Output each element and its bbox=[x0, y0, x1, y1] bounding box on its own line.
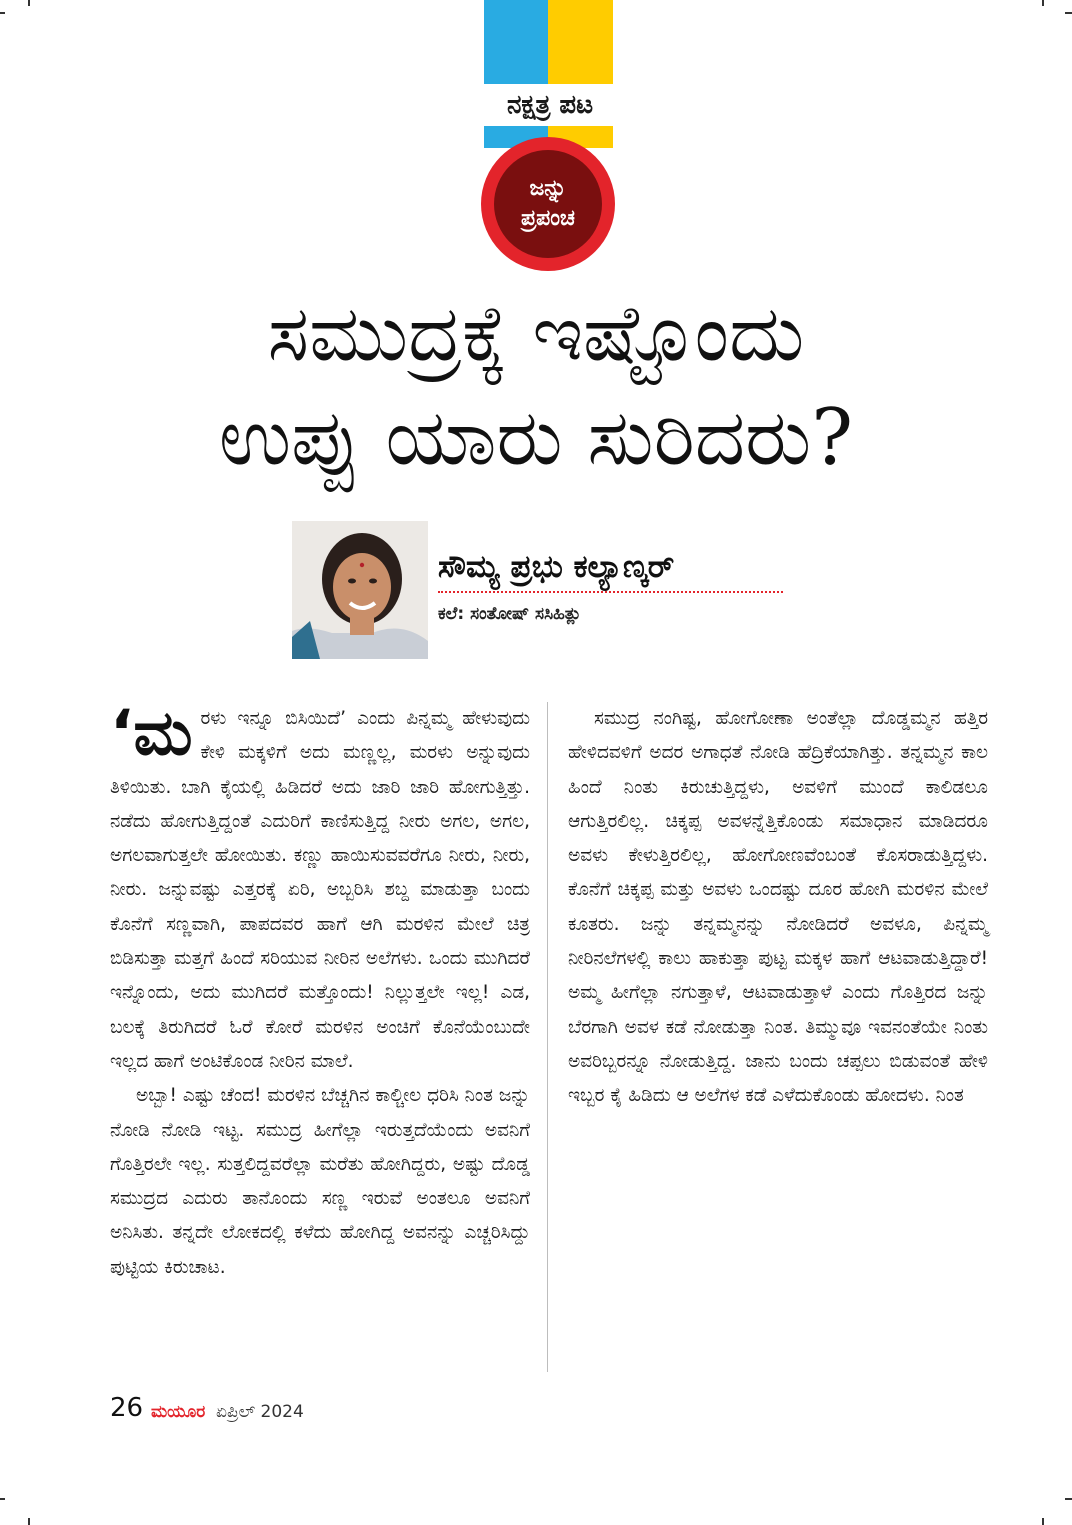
art-credit: ಕಲೆ: ಸಂತೋಷ್ ಸಸಿಹಿತ್ಲು bbox=[438, 604, 582, 624]
crop-mark bbox=[28, 0, 30, 6]
magazine-name: ಮಯೂರ bbox=[151, 1402, 206, 1422]
crop-mark bbox=[1042, 0, 1044, 6]
section-label: ನಕ್ಷತ್ರ ಪಟ bbox=[506, 90, 594, 120]
headline-line2: ಉಪ್ಪು ಯಾರು ಸುರಿದರು? bbox=[218, 393, 854, 483]
article-paragraph: ಸಮುದ್ರ ನಂಗಿಷ್ಟ, ಹೋಗೋಣಾ ಅಂತೆಲ್ಲಾ ದೊಡ್ಡಮ್ಮನ ಹತ್ತಿರ ಹೇಳಿದವಳಿಗೆ ಅದರ ಅಗಾಧತೆ ನೋಡಿ ಹೆದ್ರಿಕೆಯಾಗಿತ್ತು. ತನ್ನಮ್ಮನ ಕಾಲ ಹಿಂದೆ ನಿಂತು ಕಿರುಚುತ್ತಿದ್ದಳು, ಅವಳಿಗೆ ಮುಂದೆ ಕಾಲಿಡಲೂ ಆಗುತ್ತಿರಲಿಲ್ಲ. ಚಿಕ್ಕಪ್ಪ ಅವಳನ್ನೆತ್ತಿಕೊಂಡು ಸಮಾಧಾನ ಮಾಡಿದರೂ ಅವಳು ಕೇಳುತ್ತಿರಲಿಲ್ಲ, ಹೋಗೋಣವೆಂಬಂತೆ ಕೊಸರಾಡುತ್ತಿದ್ದಳು. ಕೊನೆಗೆ ಚಿಕ್ಕಪ್ಪ ಮತ್ತು ಅವಳು ಒಂದಷ್ಟು ದೂರ ಹೋಗಿ ಮರಳಿನ ಮೇಲೆ ಕೂತರು. ಜನ್ನು ತನ್ನಮ್ಮನನ್ನು ನೋಡಿದರೆ ಅವಳೂ, ಪಿನ್ನಮ್ಮ ನೀರಿನಲೆಗಳಲ್ಲಿ ಕಾಲು ಹಾಕುತ್ತಾ ಪುಟ್ಟ ಮಕ್ಕಳ ಹಾಗೆ ಆಟವಾಡುತ್ತಿದ್ದಾರೆ! ಅಮ್ಮ ಹೀಗೆಲ್ಲಾ ನಗುತ್ತಾಳೆ, ಆಟವಾಡುತ್ತಾಳೆ ಎಂದು ಗೊತ್ತಿರದ ಜನ್ನು ಬೆರಗಾಗಿ ಅವಳ ಕಡೆ ನೋಡುತ್ತಾ ನಿಂತ. ತಿಮ್ಮುವೂ ಇವನಂತೆಯೇ ನಿಂತು ಅವರಿಬ್ಬರನ್ನೂ ನೋಡುತ್ತಿದ್ದ. ಜಾನು ಬಂದು ಚಪ್ಪಲು ಬಿಡುವಂತೆ ಹೇಳಿ ಇಬ್ಬರ ಕೈ ಹಿಡಿದು ಆ ಅಲೆಗಳ ಕಡೆ ಎಳೆದುಕೊಂಡು ಹೋದಳು. ನಿಂತ bbox=[568, 708, 988, 1107]
column-divider bbox=[547, 702, 548, 1372]
paragraph-text: ರಳು ಇನ್ನೂ ಬಿಸಿಯಿದೆ’ ಎಂದು ಪಿನ್ನಮ್ಮ ಹೇಳುವುದು ಕೇಳಿ ಮಕ್ಕಳಿಗೆ ಅದು ಮಣ್ಣಲ್ಲ, ಮರಳು ಅನ್ನುವುದು ತಿಳಿಯಿತು. ಬಾಗಿ ಕೈಯಲ್ಲಿ ಹಿಡಿದರೆ ಅದು ಜಾರಿ ಜಾರಿ ಹೋಗುತ್ತಿತ್ತು. ನಡೆದು ಹೋಗುತ್ತಿದ್ದಂತೆ ಎದುರಿಗೆ ಕಾಣಿಸುತ್ತಿದ್ದ ನೀರು ಅಗಲ, ಅಗಲ, ಅಗಲವಾಗುತ್ತಲೇ ಹೋಯಿತು. ಕಣ್ಣು ಹಾಯಿಸುವವರೆಗೂ ನೀರು, ನೀರು, ನೀರು. ಜನ್ನುವಷ್ಟು ಎತ್ತರಕ್ಕೆ ಏರಿ, ಅಬ್ಬರಿಸಿ ಶಬ್ದ ಮಾಡುತ್ತಾ ಬಂದು ಕೊನೆಗೆ ಸಣ್ಣವಾಗಿ, ಪಾಪದವರ ಹಾಗೆ ಆಗಿ ಮರಳಿನ ಮೇಲೆ ಚಿತ್ರ ಬಿಡಿಸುತ್ತಾ ಮತ್ತಗೆ ಹಿಂದೆ ಸರಿಯುವ ನೀರಿನ ಅಲೆಗಳು. ಒಂದು ಮುಗಿದರೆ ಇನ್ನೊಂದು, ಅದು ಮುಗಿದರೆ ಮತ್ತೊಂದು! ನಿಲ್ಲುತ್ತಲೇ ಇಲ್ಲ! ಎಡ, ಬಲಕ್ಕೆ ತಿರುಗಿದರೆ ಓರೆ ಕೋರೆ ಮರಳಿನ ಅಂಚಿಗೆ ಕೊನೆಯೆಂಬುದೇ ಇಲ್ಲದ ಹಾಗೆ ಅಂಟಿಕೊಂಡ ನೀರಿನ ಮಾಲೆ. bbox=[110, 708, 530, 1072]
crop-mark bbox=[0, 12, 5, 14]
column-badge bbox=[481, 137, 615, 271]
column-badge-line2: ಪ್ರಪಂಚ bbox=[521, 206, 575, 231]
author-portrait-image bbox=[292, 521, 428, 659]
page-number: 26 bbox=[110, 1393, 144, 1423]
crop-mark bbox=[1065, 12, 1072, 14]
article-column-left bbox=[110, 696, 530, 1285]
column-badge-inner bbox=[494, 150, 602, 258]
article-paragraph: ಅಬ್ಬಾ! ಎಷ್ಟು ಚೆಂದ! ಮರಳಿನ ಬೆಚ್ಚಗಿನ ಕಾಲ್ಚೀಲ ಧರಿಸಿ ನಿಂತ ಜನ್ನು ನೋಡಿ ನೋಡಿ ಇಟ್ಟ. ಸಮುದ್ರ ಹೀಗೆಲ್ಲಾ ಇರುತ್ತದೆಯೆಂದು ಅವನಿಗೆ ಗೊತ್ತಿರಲೇ ಇಲ್ಲ. ಸುತ್ತಲಿದ್ದವರೆಲ್ಲಾ ಮರೆತು ಹೋಗಿದ್ದರು, ಅಷ್ಟು ದೊಡ್ಡ ಸಮುದ್ರದ ಎದುರು ತಾನೊಂದು ಸಣ್ಣ ಇರುವೆ ಅಂತಲೂ ಅವನಿಗೆ ಅನಿಸಿತು. ತನ್ನದೇ ಲೋಕದಲ್ಲಿ ಕಳೆದು ಹೋಗಿದ್ದ ಅವನನ್ನು ಎಚ್ಚರಿಸಿದ್ದು ಪುಟ್ಟಿಯ ಕಿರುಚಾಟ. bbox=[110, 1085, 530, 1278]
headline-line1: ಸಮುದ್ರಕ್ಕೆ ಇಷ್ಟೊಂದು bbox=[267, 289, 805, 379]
crop-mark bbox=[1065, 1498, 1072, 1500]
crop-mark bbox=[1042, 1518, 1044, 1525]
drop-cap: ‘ಮ bbox=[110, 696, 193, 769]
crop-mark bbox=[0, 1498, 5, 1500]
article-headline bbox=[60, 282, 1012, 490]
article-column-right bbox=[568, 702, 988, 1114]
author-name: ಸೌಮ್ಯ ಪ್ರಭು ಕಲ್ಯಾಣ್ಕರ್ bbox=[438, 545, 783, 593]
article-paragraph bbox=[110, 696, 530, 1079]
author-photo bbox=[292, 521, 428, 659]
column-badge-line1: ಜನ್ನು bbox=[529, 176, 567, 201]
crop-mark bbox=[28, 1518, 30, 1525]
issue-date: ಏಪ್ರಿಲ್ 2024 bbox=[216, 1402, 304, 1422]
